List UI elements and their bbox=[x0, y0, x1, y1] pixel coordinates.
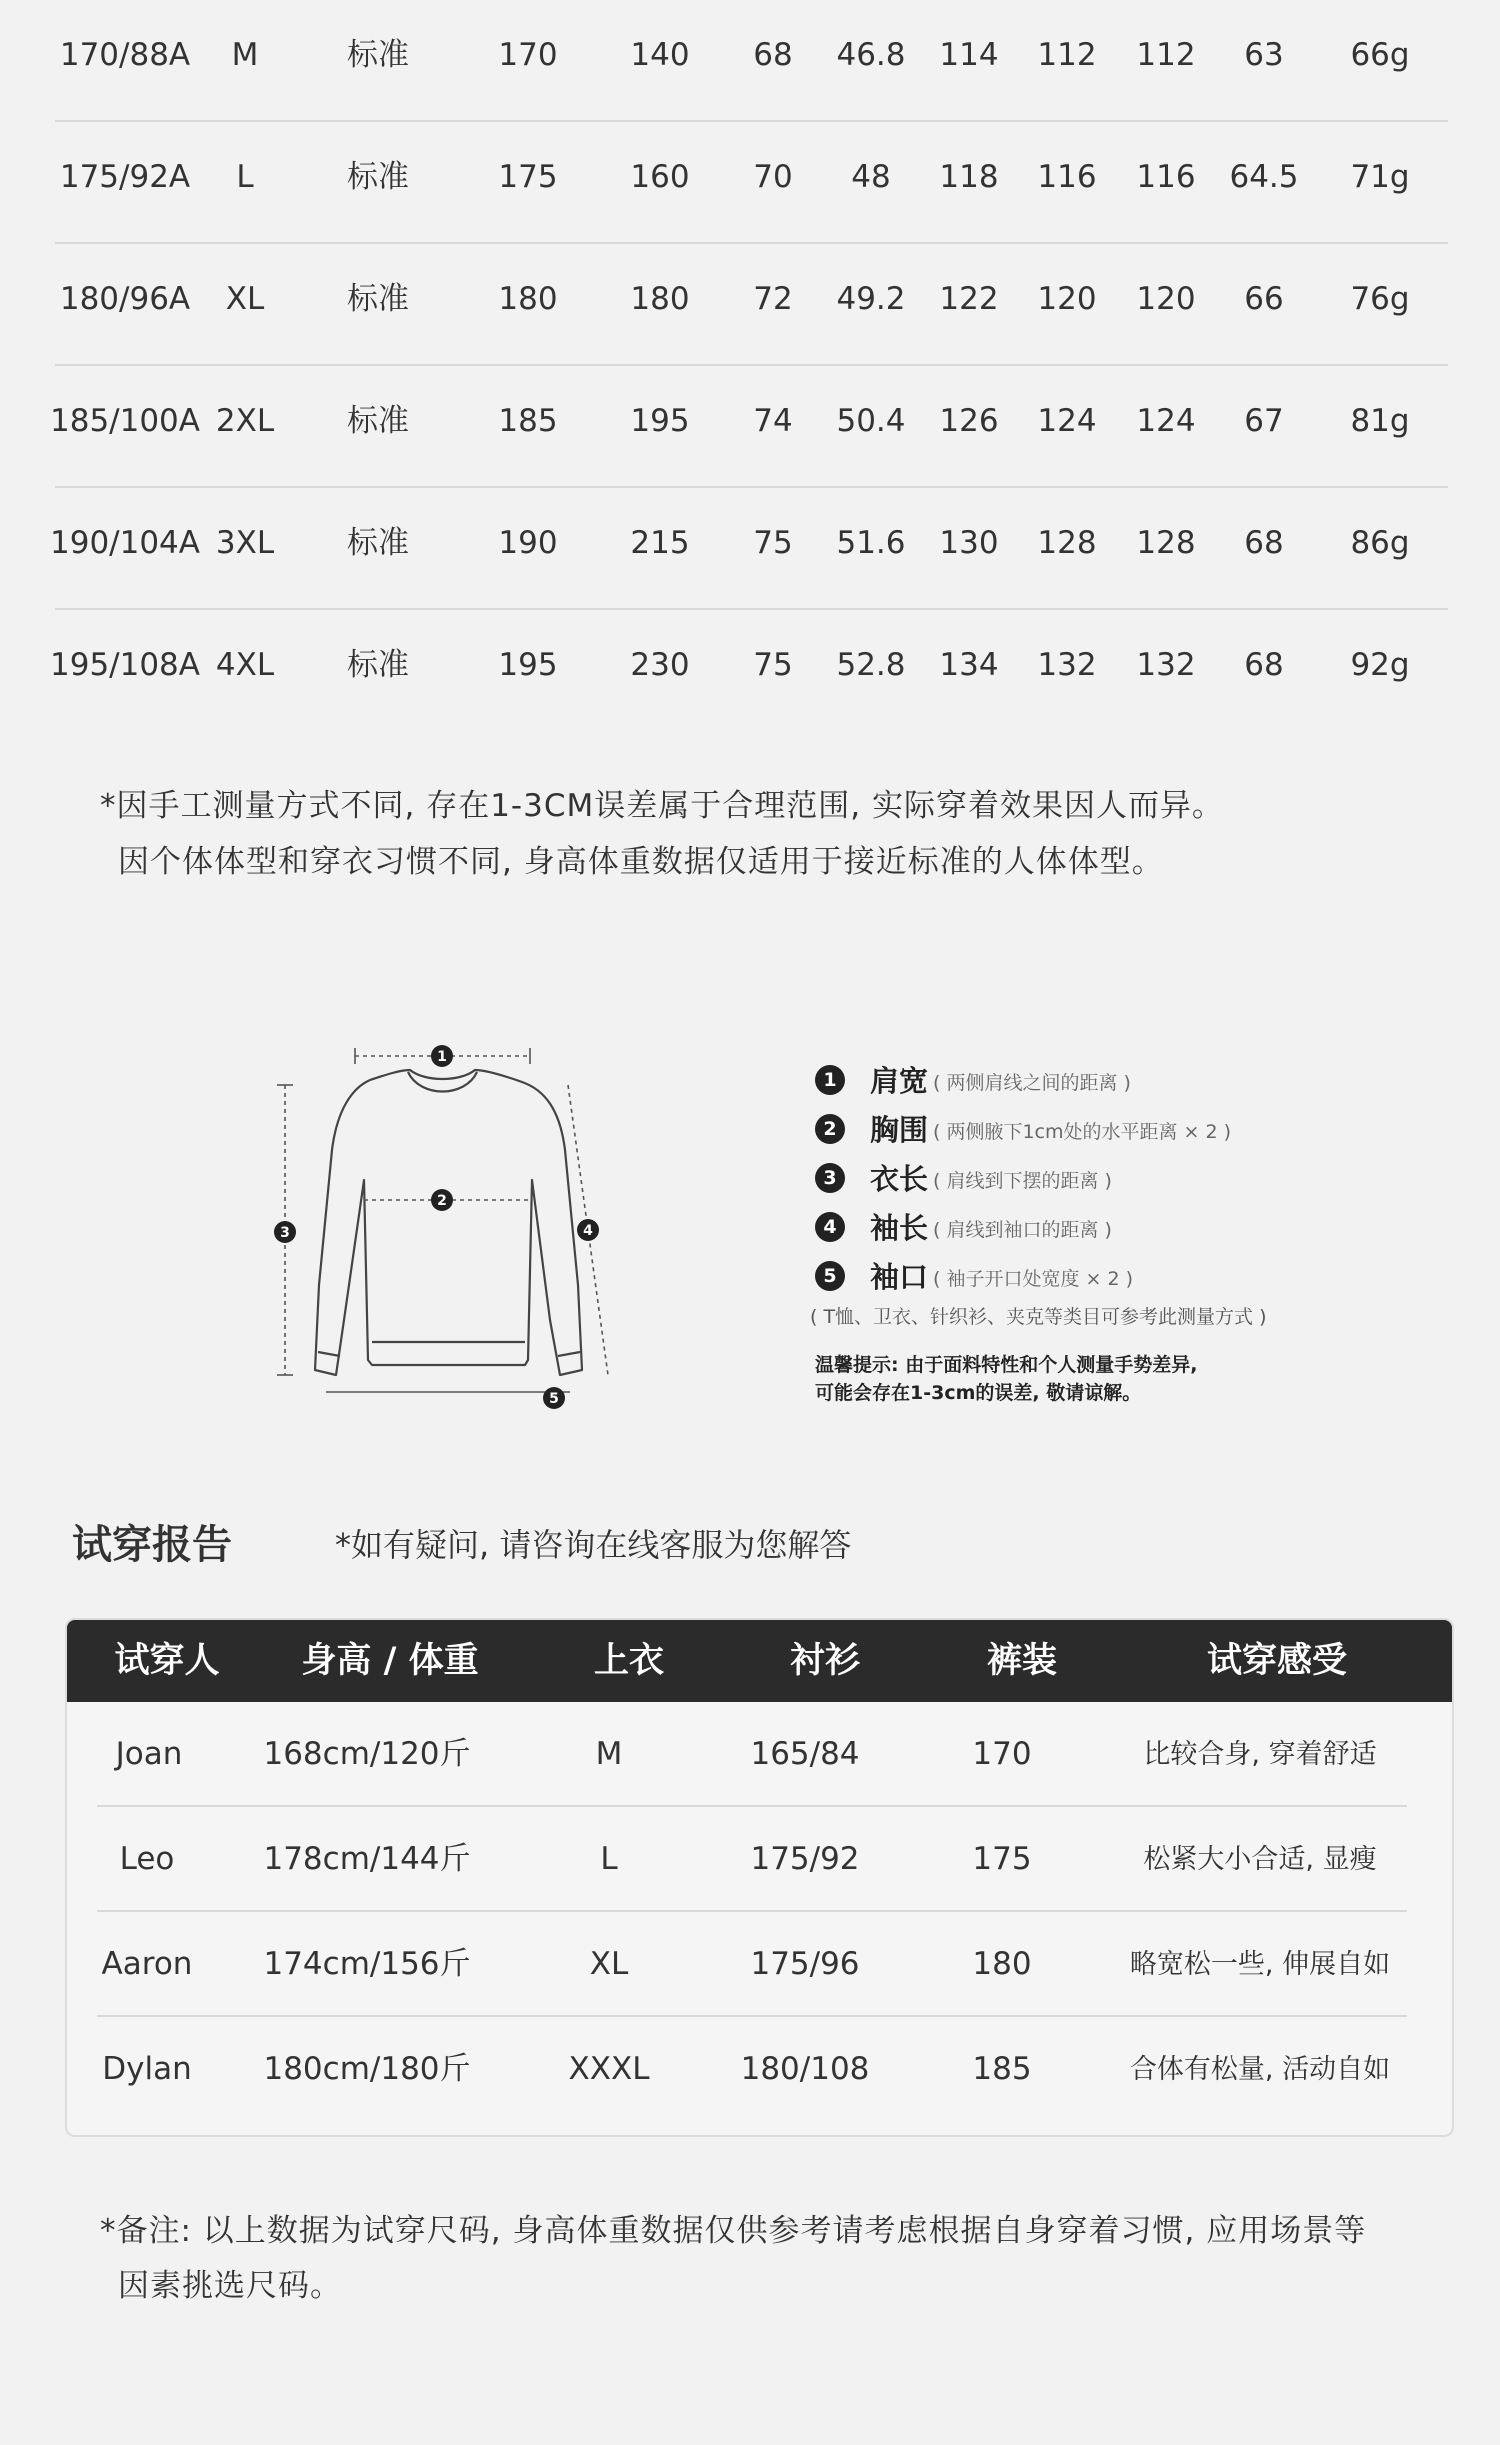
size-cell-c11: 64.5 bbox=[1229, 159, 1299, 195]
legend-desc: ( 袖子开口处宽度 × 2 ) bbox=[933, 1268, 1133, 1290]
legend-title: 胸围 bbox=[870, 1113, 929, 1147]
size-cell-c8: 114 bbox=[939, 37, 999, 73]
applies-note: ( T恤、卫衣、针织衫、夹克等类目可参考此测量方式 ) bbox=[810, 1306, 1267, 1328]
warm-tip-line1: 温馨提示: 由于面料特性和个人测量手势差异, bbox=[815, 1354, 1198, 1376]
size-cell-c8: 118 bbox=[939, 159, 999, 195]
report-title: 试穿报告 bbox=[72, 1522, 232, 1568]
size-cell-weight: 81g bbox=[1350, 403, 1410, 439]
size-cell-c10: 120 bbox=[1136, 281, 1196, 317]
size-cell-c11: 68 bbox=[1244, 647, 1284, 683]
cell-top: XXXL bbox=[568, 2051, 650, 2087]
size-cell-c4: 170 bbox=[498, 37, 558, 73]
size-cell-c5: 230 bbox=[630, 647, 690, 683]
size-cell-c9: 112 bbox=[1037, 37, 1097, 73]
size-cell-c4: 180 bbox=[498, 281, 558, 317]
header-height-weight: 身高 / 体重 bbox=[301, 1641, 479, 1681]
size-cell-height: 195/108A bbox=[50, 647, 200, 683]
cell-tester: Dylan bbox=[102, 2051, 192, 2087]
size-cell-c6: 75 bbox=[753, 647, 793, 683]
size-cell-c5: 160 bbox=[630, 159, 690, 195]
legend-title: 衣长 bbox=[870, 1162, 929, 1196]
size-cell-c7: 49.2 bbox=[836, 281, 906, 317]
sweater-diagram bbox=[260, 1030, 630, 1415]
size-cell-c8: 130 bbox=[939, 525, 999, 561]
size-cell-c5: 180 bbox=[630, 281, 690, 317]
size-row bbox=[0, 488, 1500, 610]
cell-shirt: 180/108 bbox=[740, 2051, 870, 2087]
size-cell-fit: 标准 bbox=[347, 403, 409, 439]
size-cell-c10: 132 bbox=[1136, 647, 1196, 683]
size-cell-c7: 46.8 bbox=[836, 37, 906, 73]
marker-3-label: 3 bbox=[280, 1225, 290, 1241]
table-row bbox=[67, 1912, 1452, 2017]
size-cell-c9: 132 bbox=[1037, 647, 1097, 683]
size-cell-c8: 134 bbox=[939, 647, 999, 683]
marker-4-label: 4 bbox=[583, 1223, 593, 1239]
size-cell-weight: 92g bbox=[1350, 647, 1410, 683]
size-cell-c8: 126 bbox=[939, 403, 999, 439]
size-cell-c11: 66 bbox=[1244, 281, 1284, 317]
size-cell-code: L bbox=[236, 159, 254, 195]
cell-tester: Aaron bbox=[101, 1946, 193, 1982]
size-cell-height: 185/100A bbox=[50, 403, 200, 439]
size-cell-c10: 128 bbox=[1136, 525, 1196, 561]
table-row bbox=[67, 2017, 1452, 2122]
size-cell-fit: 标准 bbox=[347, 159, 409, 195]
legend-desc: ( 两侧腋下1cm处的水平距离 × 2 ) bbox=[933, 1121, 1232, 1143]
size-cell-code: 3XL bbox=[215, 525, 275, 561]
size-row bbox=[0, 366, 1500, 488]
legend-num: 2 bbox=[815, 1114, 845, 1144]
size-cell-weight: 86g bbox=[1350, 525, 1410, 561]
size-cell-c6: 74 bbox=[753, 403, 793, 439]
size-cell-c7: 52.8 bbox=[836, 647, 906, 683]
cell-feel: 合体有松量, 活动自如 bbox=[1129, 2054, 1391, 2085]
size-cell-fit: 标准 bbox=[347, 281, 409, 317]
legend-num: 5 bbox=[815, 1261, 845, 1291]
size-cell-c4: 195 bbox=[498, 647, 558, 683]
header-shirt: 衬衫 bbox=[789, 1641, 861, 1681]
size-cell-c6: 75 bbox=[753, 525, 793, 561]
cell-top: L bbox=[600, 1841, 618, 1877]
legend-num: 3 bbox=[815, 1163, 845, 1193]
cell-shirt: 175/96 bbox=[750, 1946, 860, 1982]
cell-top: M bbox=[595, 1736, 623, 1772]
size-cell-height: 180/96A bbox=[59, 281, 191, 317]
cell-pants: 175 bbox=[972, 1841, 1032, 1877]
table-row bbox=[67, 1702, 1452, 1807]
remark-line2: 因素挑选尺码。 bbox=[118, 2268, 342, 2304]
size-cell-c4: 185 bbox=[498, 403, 558, 439]
size-cell-fit: 标准 bbox=[347, 647, 409, 683]
size-cell-c7: 51.6 bbox=[836, 525, 906, 561]
legend-desc: ( 肩线到袖口的距离 ) bbox=[933, 1219, 1112, 1241]
cell-pants: 180 bbox=[972, 1946, 1032, 1982]
size-cell-c4: 190 bbox=[498, 525, 558, 561]
size-cell-c5: 140 bbox=[630, 37, 690, 73]
size-cell-c9: 124 bbox=[1037, 403, 1097, 439]
size-cell-code: 2XL bbox=[215, 403, 275, 439]
size-cell-c11: 68 bbox=[1244, 525, 1284, 561]
cell-height-weight: 180cm/180斤 bbox=[263, 2051, 471, 2087]
cell-pants: 170 bbox=[972, 1736, 1032, 1772]
try-on-table-header bbox=[67, 1620, 1452, 1702]
size-cell-c10: 116 bbox=[1136, 159, 1196, 195]
try-on-table bbox=[65, 1618, 1454, 2137]
cell-shirt: 175/92 bbox=[750, 1841, 860, 1877]
cell-feel: 略宽松一些, 伸展自如 bbox=[1129, 1949, 1391, 1980]
size-cell-c8: 122 bbox=[939, 281, 999, 317]
table-row bbox=[67, 1807, 1452, 1912]
cell-feel: 松紧大小合适, 显瘦 bbox=[1143, 1844, 1377, 1875]
legend-title: 袖长 bbox=[870, 1211, 929, 1245]
size-cell-c6: 70 bbox=[753, 159, 793, 195]
marker-1-label: 1 bbox=[437, 1049, 447, 1065]
size-cell-c7: 50.4 bbox=[836, 403, 906, 439]
size-row bbox=[0, 122, 1500, 244]
marker-2-label: 2 bbox=[437, 1193, 447, 1209]
size-cell-c7: 48 bbox=[851, 159, 891, 195]
size-cell-c11: 63 bbox=[1244, 37, 1284, 73]
legend-title: 袖口 bbox=[870, 1260, 929, 1294]
size-cell-height: 190/104A bbox=[50, 525, 200, 561]
size-row bbox=[0, 244, 1500, 366]
size-cell-height: 175/92A bbox=[59, 159, 191, 195]
size-cell-c5: 195 bbox=[630, 403, 690, 439]
size-row bbox=[0, 0, 1500, 122]
size-cell-c4: 175 bbox=[498, 159, 558, 195]
header-top: 上衣 bbox=[593, 1641, 665, 1681]
size-cell-code: 4XL bbox=[215, 647, 275, 683]
remark-line1: *备注: 以上数据为试穿尺码, 身高体重数据仅供参考请考虑根据自身穿着习惯, 应用场景等 bbox=[100, 2213, 1367, 2249]
legend-desc: ( 两侧肩线之间的距离 ) bbox=[933, 1072, 1131, 1094]
cell-height-weight: 174cm/156斤 bbox=[263, 1946, 471, 1982]
size-cell-c11: 67 bbox=[1244, 403, 1284, 439]
size-cell-code: M bbox=[231, 37, 259, 73]
size-cell-c10: 112 bbox=[1136, 37, 1196, 73]
legend-desc: ( 肩线到下摆的距离 ) bbox=[933, 1170, 1112, 1192]
legend-num: 4 bbox=[815, 1212, 845, 1242]
size-cell-weight: 71g bbox=[1350, 159, 1410, 195]
size-cell-weight: 66g bbox=[1350, 37, 1410, 73]
legend-title: 肩宽 bbox=[870, 1064, 929, 1098]
report-subtitle: *如有疑问, 请咨询在线客服为您解答 bbox=[335, 1526, 852, 1564]
size-cell-c6: 68 bbox=[753, 37, 793, 73]
size-cell-c5: 215 bbox=[630, 525, 690, 561]
cell-pants: 185 bbox=[972, 2051, 1032, 2087]
header-tester: 试穿人 bbox=[114, 1641, 220, 1681]
measure-note-line2: 因个体体型和穿衣习惯不同, 身高体重数据仅适用于接近标准的人体体型。 bbox=[118, 844, 1164, 880]
cell-height-weight: 168cm/120斤 bbox=[263, 1736, 471, 1772]
measure-note-line1: *因手工测量方式不同, 存在1-3CM误差属于合理范围, 实际穿着效果因人而异。 bbox=[100, 788, 1224, 824]
size-table bbox=[0, 0, 1500, 683]
size-cell-weight: 76g bbox=[1350, 281, 1410, 317]
cell-height-weight: 178cm/144斤 bbox=[263, 1841, 471, 1877]
sweater-body bbox=[315, 1070, 582, 1375]
size-cell-c10: 124 bbox=[1136, 403, 1196, 439]
cell-top: XL bbox=[589, 1946, 629, 1982]
size-cell-c9: 116 bbox=[1037, 159, 1097, 195]
cell-shirt: 165/84 bbox=[750, 1736, 860, 1772]
header-pants: 裤装 bbox=[986, 1641, 1058, 1681]
size-cell-c9: 128 bbox=[1037, 525, 1097, 561]
legend-num: 1 bbox=[815, 1065, 845, 1095]
cell-tester: Joan bbox=[115, 1736, 183, 1772]
size-cell-fit: 标准 bbox=[347, 525, 409, 561]
cell-tester: Leo bbox=[119, 1841, 175, 1877]
size-cell-c9: 120 bbox=[1037, 281, 1097, 317]
size-row bbox=[0, 610, 1500, 732]
header-feel: 试穿感受 bbox=[1206, 1641, 1348, 1681]
size-cell-code: XL bbox=[225, 281, 265, 317]
size-cell-height: 170/88A bbox=[59, 37, 191, 73]
cell-feel: 比较合身, 穿着舒适 bbox=[1143, 1739, 1377, 1770]
size-cell-fit: 标准 bbox=[347, 37, 409, 73]
warm-tip-line2: 可能会存在1-3cm的误差, 敬请谅解。 bbox=[815, 1382, 1142, 1404]
marker-5-label: 5 bbox=[549, 1391, 559, 1407]
size-cell-c6: 72 bbox=[753, 281, 793, 317]
